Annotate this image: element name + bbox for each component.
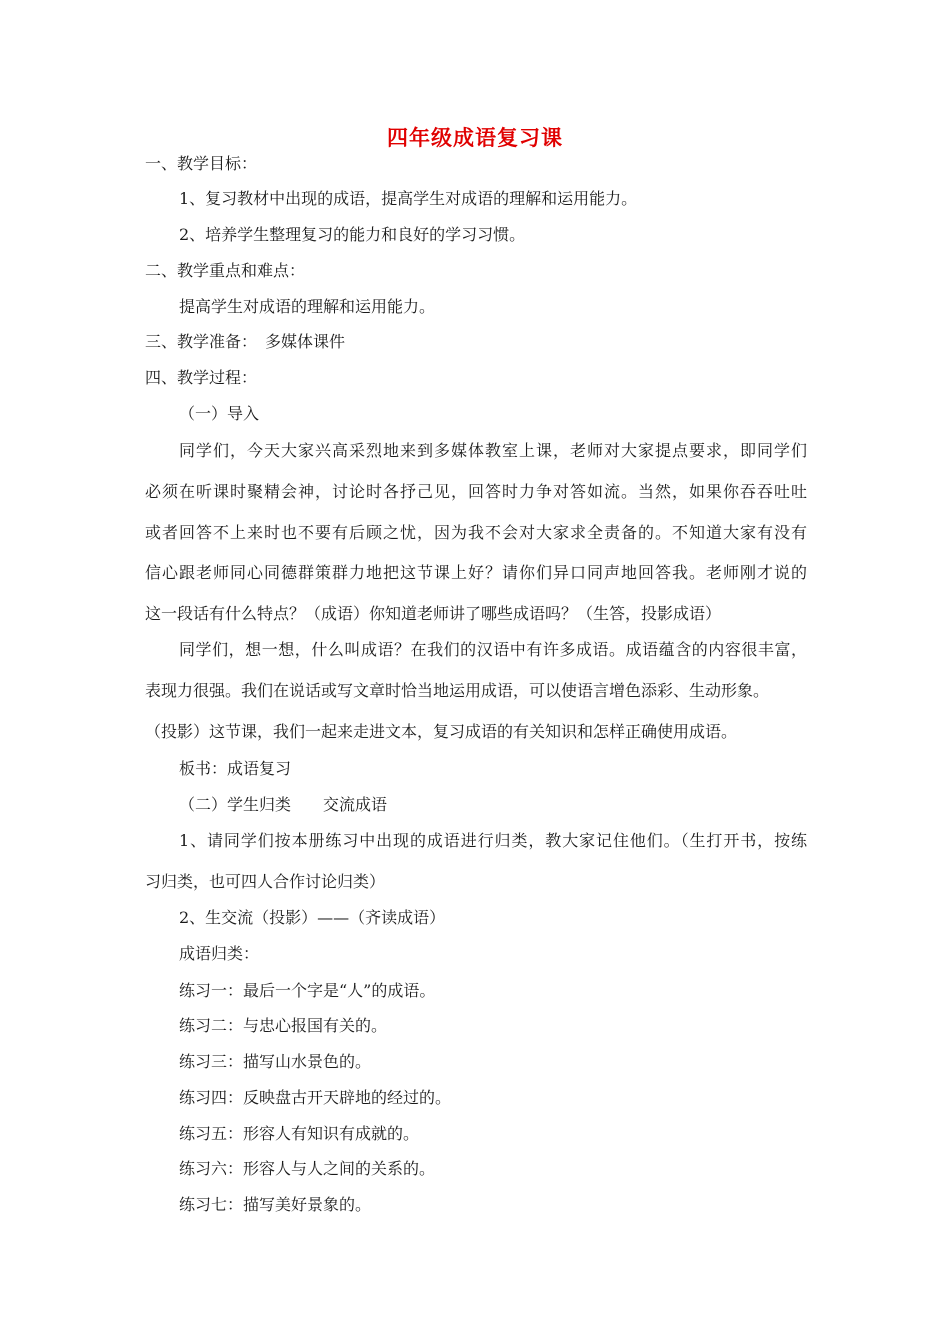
document-title: 四年级成语复习课: [387, 125, 563, 150]
objective-item-1: 1、复习教材中出现的成语，提高学生对成语的理解和运用能力。: [179, 189, 638, 208]
subsection-classify: （二）学生归类 交流成语: [179, 795, 388, 814]
objective-item-2: 2、培养学生整理复习的能力和良好的学习习惯。: [179, 225, 526, 244]
section-heading-key-points: 二、教学重点和难点：: [145, 261, 306, 280]
key-points-text: 提高学生对成语的理解和运用能力。: [179, 297, 436, 316]
paragraph-line: 这一段话有什么特点？（成语）你知道老师讲了哪些成语吗？（生答，投影成语）: [145, 604, 722, 623]
section-heading-objectives: 一、教学目标：: [145, 154, 258, 173]
exercise-item: 练习一：最后一个字是“人”的成语。: [179, 981, 436, 1000]
section-heading-process: 四、教学过程：: [145, 368, 258, 387]
paragraph-line: 同学们，今天大家兴高采烈地来到多媒体教室上课，老师对大家提点要求，即同学们: [179, 441, 807, 460]
exercise-item: 练习五：形容人有知识有成就的。: [179, 1124, 420, 1143]
subsection-intro: （一）导入: [179, 404, 260, 423]
exercise-item: 练习四：反映盘古开天辟地的经过的。: [179, 1088, 452, 1107]
paragraph-line: 同学们，想一想，什么叫成语？在我们的汉语中有许多成语。成语蕴含的内容很丰富，: [179, 640, 807, 659]
exercise-item: 练习六：形容人与人之间的关系的。: [179, 1159, 436, 1178]
paragraph-line: （投影）这节课，我们一起来走进文本，复习成语的有关知识和怎样正确使用成语。: [145, 722, 738, 741]
paragraph-line: 或者回答不上来时也不要有后顾之忧，因为我不会对大家求全责备的。不知道大家有没有: [145, 523, 807, 542]
paragraph-line: 表现力很强。我们在说话或写文章时恰当地运用成语，可以使语言增色添彩、生动形象。: [145, 681, 770, 700]
section-heading-preparation: 三、教学准备： 多媒体课件: [145, 332, 346, 351]
paragraph-line: 必须在听课时聚精会神，讨论时各抒己见，回答时力争对答如流。当然，如果你吞吞吐吐: [145, 482, 807, 501]
paragraph-line: 1、请同学们按本册练习中出现的成语进行归类，教大家记住他们。（生打开书，按练: [179, 831, 807, 850]
exercise-item: 练习二：与忠心报国有关的。: [179, 1016, 388, 1035]
exercise-item: 练习七：描写美好景象的。: [179, 1195, 372, 1214]
classification-heading: 成语归类：: [179, 944, 260, 963]
paragraph-line: 习归类，也可四人合作讨论归类）: [145, 872, 386, 891]
paragraph-line: 2、生交流（投影）——（齐读成语）: [179, 908, 446, 927]
board-writing: 板书：成语复习: [179, 759, 292, 778]
exercise-item: 练习三：描写山水景色的。: [179, 1052, 372, 1071]
paragraph-line: 信心跟老师同心同德群策群力地把这节课上好？请你们异口同声地回答我。老师刚才说的: [145, 563, 807, 582]
